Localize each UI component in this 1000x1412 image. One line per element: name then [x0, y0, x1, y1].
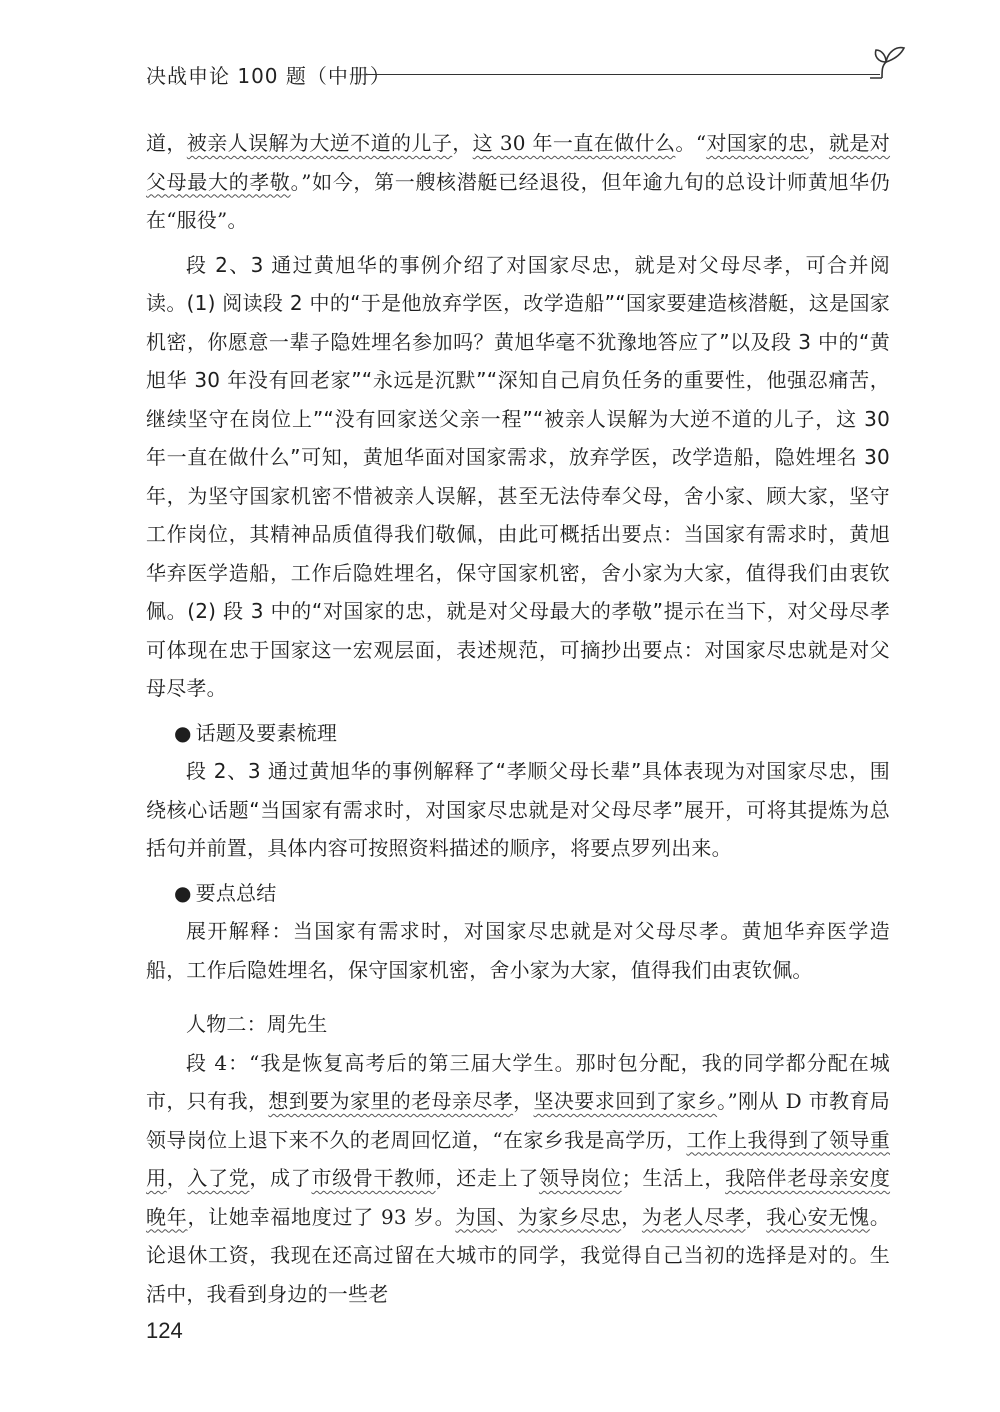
sprout-icon: [870, 44, 910, 80]
book-title: 决战申论 100 题（中册）: [146, 64, 391, 88]
bullet-icon: ●: [174, 880, 192, 905]
page-number: 124: [146, 1318, 183, 1343]
topics-paragraph: 段 2、3 通过黄旭华的事例解释了“孝顺父母长辈”具体表现为对国家尽忠，围绕核心话题“当国家有需求时，对国家尽忠就是对父母尽孝”展开，可将其提炼为总括句并前置，具体内容可按照资料描述的顺序，将要点罗列出来。: [146, 759, 890, 860]
person-heading: 人物二：周先生: [186, 1012, 328, 1036]
analysis-paragraph: 段 2、3 通过黄旭华的事例介绍了对国家尽忠，就是对父母尽孝，可合并阅读。(1) 阅读段 2 中的“于是他放弃学医，改学造船”“国家要建造核潜艇，这是国家机密，你愿意一辈子隐姓埋名参加吗？黄旭华毫不犹豫地答应了”以及段 3 中的“黄旭华 30 年没有回老家”“永远是沉默”“深知自己肩负任务的重要性，他强忍痛苦，继续坚守在岗位上”“没有回家送父亲一程”“被亲人误解为大逆不道的儿子，这 30 年一直在做什么”可知，黄旭华面对国家需求，放弃学医，改学造船，隐姓埋名 30 年，为坚守国家机密不惜被亲人误解，甚至无法侍奉父母，舍小家、顾大家，坚守工作岗位，其精神品质值得我们敬佩，由此可概括出要点：当国家有需求时，黄旭华弃医学造船，工作后隐姓埋名，保守国家机密，舍小家为大家，值得我们由衷钦佩。(2) 段 3 中的“对国家的忠，就是对父母最大的孝敬”提示在当下，对父母尽孝可体现在忠于国家这一宏观层面，表述规范，可摘抄出要点：对国家尽忠就是对父母尽孝。: [146, 252, 890, 700]
section-heading-topics: ● 话题及要素梳理: [174, 720, 338, 745]
page-body: [146, 124, 890, 1313]
bullet-icon: ●: [174, 720, 192, 745]
running-header: [146, 56, 890, 90]
quote-paragraph: 段 4：“我是恢复高考后的第三届大学生。那时包分配，我的同学都分配在城市，只有我，想到要为家里的老母亲尽孝，坚决要求回到了家乡。”刚从 D 市教育局领导岗位上退下来不久的老周回忆道，“在家乡我是高学历，工作上我得到了领导重用，入了党，成了市级骨干教师，还走上了领导岗位；生活上，我陪伴老母亲安度晚年，让她幸福地度过了 93 岁。为国、为家乡尽忠，为老人尽孝，我心安无愧。论退休工资，我现在还高过留在大城市的同学，我觉得自己当初的选择是对的。生活中，我看到身边的一些老: [146, 1050, 891, 1306]
paragraph-continuation: 道，被亲人误解为大逆不道的儿子，这 30 年一直在做什么。“对国家的忠，就是对父母最大的孝敬。”如今，第一艘核潜艇已经退役，但年逾九旬的总设计师黄旭华仍在“服役”。: [146, 131, 891, 232]
header-rule: [368, 74, 880, 75]
summary-paragraph: 展开解释：当国家有需求时，对国家尽忠就是对父母尽孝。黄旭华弃医学造船，工作后隐姓埋名，保守国家机密，舍小家为大家，值得我们由衷钦佩。: [146, 919, 890, 982]
section-heading-summary: ● 要点总结: [174, 880, 277, 905]
